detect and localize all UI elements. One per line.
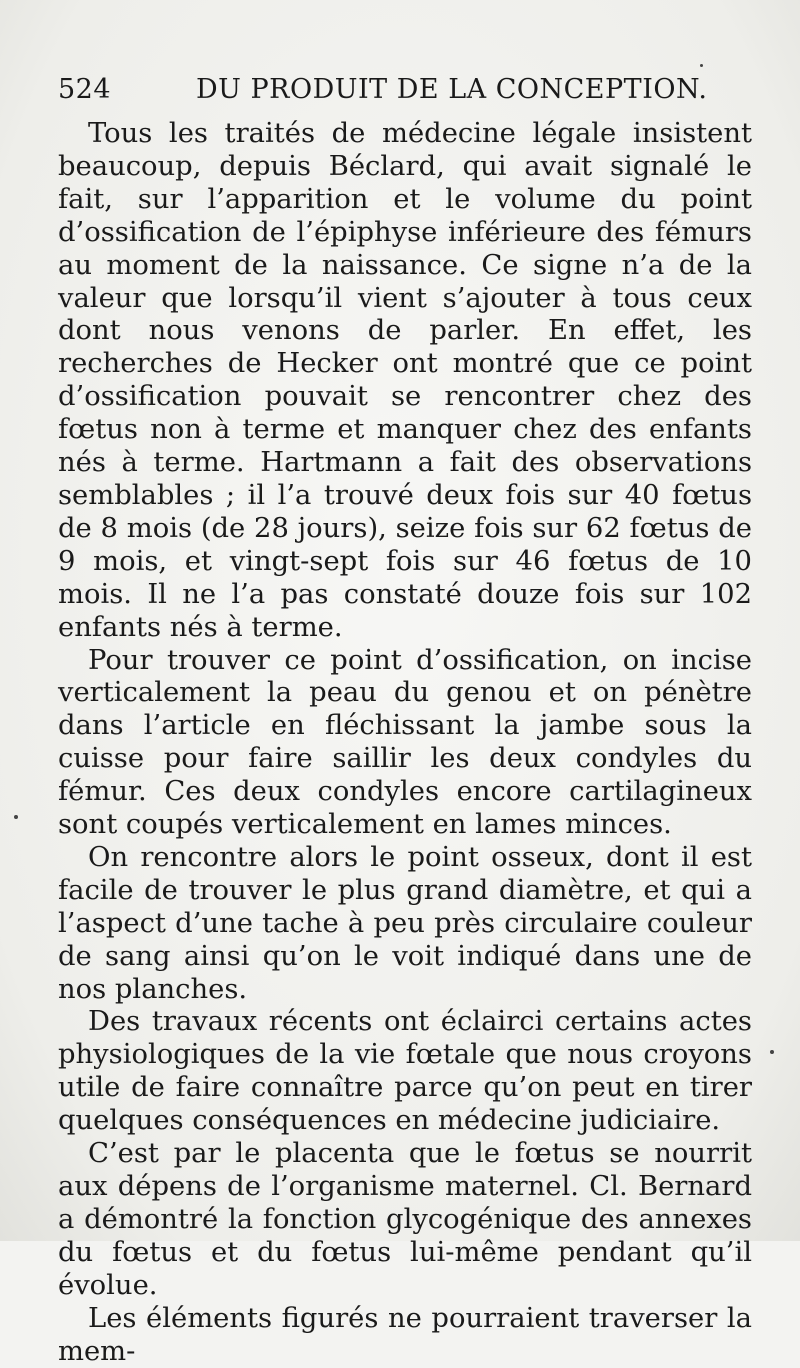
paragraph-2: Pour trouver ce point d’ossification, on incise verticalement la peau du genou et on pénètre dans l’article en fléchissant la jambe sous la cuisse pour faire saillir les deux condyles du fémur. Ces deux condyles encore cartilagineux sont coupés verticalement en lames minces. [58,644,752,841]
paragraph-3: On rencontre alors le point osseux, dont il est facile de trouver le plus grand diamètre, et qui a l’aspect d’une tache à peu près circulaire couleur de sang ainsi qu’on le voit indiqué dans une de nos planches. [58,841,752,1005]
paragraph-5: C’est par le placenta que le fœtus se nourrit aux dépens de l’organisme maternel. Cl. Bernard a démontré la fonction glycogénique des annexes du fœtus et du fœtus lui-même pendant qu’il évolue. [58,1138,752,1301]
paragraph-6: Les éléments figurés ne pourraient traverser la mem- [58,1302,752,1367]
paragraph-4: Des travaux récents ont éclairci certains actes physiologiques de la vie fœtale que nous croyons utile de faire connaître parce qu’on peut en tirer quelques conséquences en médecine judiciaire. [58,1006,752,1137]
print-speck [770,1050,774,1054]
page-number: 524 [58,74,112,105]
paragraph-1: Tous les traités de médecine légale insistent beaucoup, depuis Béclard, qui avait signalé le fait, sur l’apparition et le volume du point d’ossification de l’épiphyse inférieure des fémurs au moment de la naissance. Ce signe n’a de la valeur que lorsqu’il vient s’ajouter à tous ceux dont nous venons de parler. En effet, les recherches de Hecker ont montré que ce point d’ossification pouvait se rencontrer chez des fœtus non à terme et manquer chez des enfants nés à terme. Hartmann a fait des observations semblables ; il l’a trouvé deux fois sur 40 fœtus de 8 mois (de 28 jours), seize fois sur 62 fœtus de 9 mois, et vingt-sept fois sur 46 fœtus de 10 mois. Il ne l’a pas constaté douze fois sur 102 enfants nés à terme. [58,118,752,643]
body-text [58,118,752,1368]
running-title: DU PRODUIT DE LA CONCEPTION. [196,74,708,105]
print-speck [700,64,703,67]
page-header [58,74,758,114]
print-speck [14,815,18,819]
